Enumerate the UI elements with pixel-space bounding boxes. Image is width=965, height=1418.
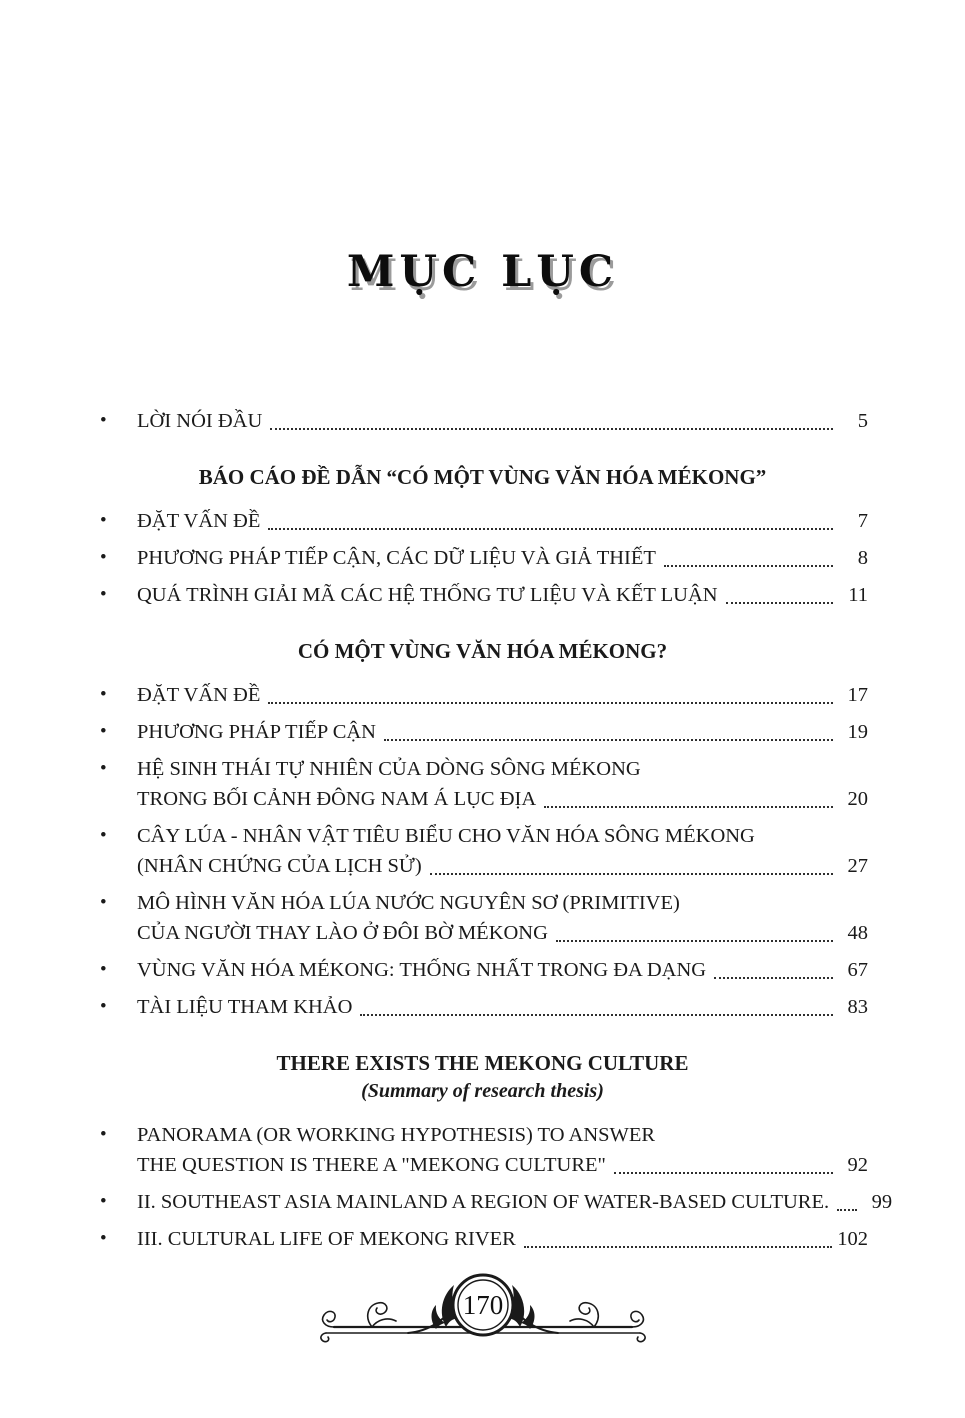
entry-page-number: 19 (847, 721, 868, 743)
bullet-icon: • (100, 1191, 107, 1212)
entry-label: ĐẶT VẤN ĐỀ (137, 684, 261, 706)
entry-label: VÙNG VĂN HÓA MÉKONG: THỐNG NHẤT TRONG ĐA DẠNG (137, 959, 707, 981)
bullet-icon: • (100, 410, 107, 431)
entry-label: ĐẶT VẤN ĐỀ (137, 510, 261, 532)
toc-entry (97, 506, 868, 536)
bullet-icon: • (100, 684, 107, 705)
section-heading (97, 1049, 868, 1105)
entry-page-number: 17 (847, 684, 868, 706)
entry-page-number: 83 (847, 996, 868, 1018)
entry-label: THE QUESTION IS THERE A "MEKONG CULTURE" (137, 1154, 606, 1176)
toc-entry (97, 754, 868, 814)
bullet-icon: • (100, 721, 107, 742)
bullet-icon: • (100, 959, 107, 980)
bullet-icon: • (100, 825, 107, 846)
entry-label: LỜI NÓI ĐẦU (137, 410, 263, 432)
entry-label: PHƯƠNG PHÁP TIẾP CẬN, CÁC DỮ LIỆU VÀ GIẢ THIẾT (137, 547, 656, 569)
toc-entry (97, 717, 868, 747)
footer-page-number: 170 (462, 1290, 503, 1320)
bullet-icon: • (100, 1124, 107, 1145)
dotted-leader (268, 680, 833, 710)
section-heading-line: BÁO CÁO ĐỀ DẪN “CÓ MỘT VÙNG VĂN HÓA MÉKONG” (198, 465, 767, 489)
bullet-icon: • (100, 584, 107, 605)
toc-entry (97, 543, 868, 573)
section-heading-line: THERE EXISTS THE MEKONG CULTURE (276, 1051, 689, 1075)
toc-entry (97, 406, 868, 436)
toc-entry (97, 821, 868, 881)
entry-label: III. CULTURAL LIFE OF MEKONG RIVER (137, 1228, 516, 1250)
dotted-leader (360, 992, 833, 1022)
entry-page-number: 20 (847, 788, 868, 810)
toc-entry (97, 1120, 868, 1180)
toc-list (97, 406, 893, 1254)
dotted-leader (556, 918, 833, 948)
entry-label: CỦA NGƯỜI THAY LÀO Ở ĐÔI BỜ MÉKONG (137, 922, 548, 944)
footer-ornament (0, 1261, 965, 1362)
dotted-leader (837, 1187, 857, 1217)
page-title: MỤC LỤC (346, 247, 619, 297)
section-heading (97, 463, 868, 491)
entry-label: QUÁ TRÌNH GIẢI MÃ CÁC HỆ THỐNG TƯ LIỆU VÀ KẾT LUẬN (137, 584, 718, 606)
bullet-icon: • (100, 1228, 107, 1249)
dotted-leader (726, 580, 833, 610)
section-heading-line: (Summary of research thesis) (361, 1080, 604, 1102)
section-heading (97, 637, 868, 665)
toc-entry (97, 1187, 893, 1217)
entry-page-number: 8 (857, 547, 868, 569)
toc-entry (97, 1224, 868, 1254)
entry-page-number: 99 (871, 1191, 893, 1213)
entry-page-number: 11 (848, 584, 868, 606)
dotted-leader (714, 955, 833, 985)
entry-page-number: 92 (847, 1154, 868, 1176)
entry-label: MÔ HÌNH VĂN HÓA LÚA NƯỚC NGUYÊN SƠ (PRIMITIVE) (137, 892, 680, 914)
bullet-icon: • (100, 758, 107, 779)
dotted-leader (268, 506, 833, 536)
entry-label: (NHÂN CHỨNG CỦA LỊCH SỬ) (137, 855, 422, 877)
entry-page-number: 7 (857, 510, 868, 532)
toc-entry (97, 580, 868, 610)
dotted-leader (664, 543, 833, 573)
dotted-leader (384, 717, 833, 747)
entry-page-number: 102 (837, 1228, 868, 1250)
entry-page-number: 5 (857, 410, 868, 432)
entry-page-number: 48 (847, 922, 868, 944)
dotted-leader (544, 784, 833, 814)
dotted-leader (270, 406, 833, 436)
toc-entry (97, 955, 868, 985)
toc-entry (97, 888, 868, 948)
bullet-icon: • (100, 996, 107, 1017)
bullet-icon: • (100, 547, 107, 568)
bullet-icon: • (100, 892, 107, 913)
dotted-leader (430, 851, 833, 881)
toc-entry (97, 680, 868, 710)
entry-page-number: 67 (847, 959, 868, 981)
section-heading-line: CÓ MỘT VÙNG VĂN HÓA MÉKONG? (297, 639, 668, 663)
entry-label: CÂY LÚA - NHÂN VẬT TIÊU BIỂU CHO VĂN HÓA SÔNG MÉKONG (137, 825, 755, 847)
flourish-divider-icon (318, 1261, 648, 1357)
dotted-leader (614, 1150, 833, 1180)
entry-label: HỆ SINH THÁI TỰ NHIÊN CỦA DÒNG SÔNG MÉKONG (137, 758, 641, 780)
entry-label: TRONG BỐI CẢNH ĐÔNG NAM Á LỤC ĐỊA (137, 788, 537, 810)
toc-entry (97, 992, 868, 1022)
dotted-leader (524, 1224, 832, 1254)
entry-label: TÀI LIỆU THAM KHẢO (137, 996, 353, 1018)
entry-label: PHƯƠNG PHÁP TIẾP CẬN (137, 721, 376, 743)
entry-label: II. SOUTHEAST ASIA MAINLAND A REGION OF WATER-BASED CULTURE. (137, 1191, 830, 1213)
entry-label: PANORAMA (OR WORKING HYPOTHESIS) TO ANSWER (137, 1124, 656, 1146)
entry-page-number: 27 (847, 855, 868, 877)
bullet-icon: • (100, 510, 107, 531)
